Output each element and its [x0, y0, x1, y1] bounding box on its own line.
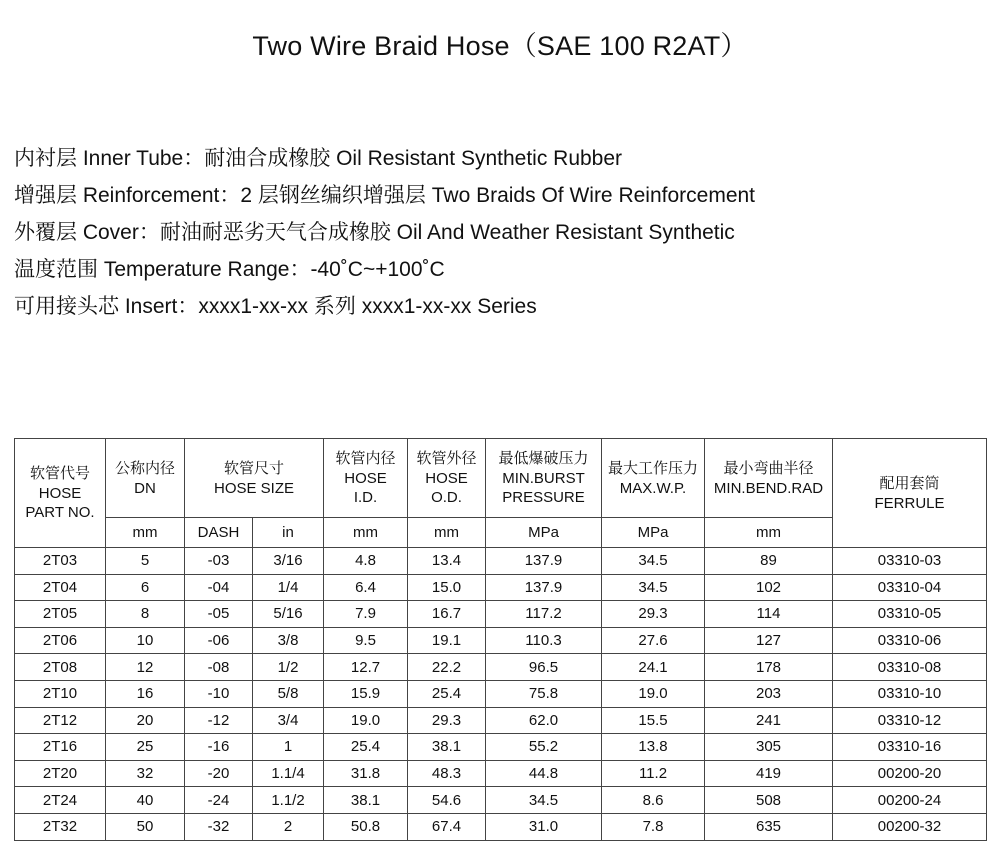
- cell-max-wp: 29.3: [602, 601, 705, 628]
- cell-hose-id: 25.4: [324, 734, 408, 761]
- spec-list: [14, 140, 994, 325]
- header-hose-od: 软管外径 HOSE O.D.: [408, 439, 486, 518]
- cell-ferrule: 00200-20: [833, 760, 987, 787]
- cell-min-burst: 75.8: [486, 680, 602, 707]
- cell-min-burst: 117.2: [486, 601, 602, 628]
- header-min-burst-pressure: 最低爆破压力 MIN.BURST PRESSURE: [486, 439, 602, 518]
- table-row: [15, 707, 987, 734]
- cell-min-bend-rad: 114: [705, 601, 833, 628]
- table-row: [15, 654, 987, 681]
- cell-dash: -16: [185, 734, 253, 761]
- unit-bend: mm: [705, 518, 833, 548]
- cell-hose-od: 19.1: [408, 627, 486, 654]
- cell-max-wp: 7.8: [602, 813, 705, 840]
- cell-hose-part-no: 2T24: [15, 787, 106, 814]
- header-hose-id: 软管内径 HOSE I.D.: [324, 439, 408, 518]
- cell-ferrule: 03310-06: [833, 627, 987, 654]
- cell-ferrule: 00200-32: [833, 813, 987, 840]
- unit-dn: mm: [106, 518, 185, 548]
- cell-ferrule: 03310-08: [833, 654, 987, 681]
- cell-min-bend-rad: 102: [705, 574, 833, 601]
- cell-ferrule: 03310-05: [833, 601, 987, 628]
- cell-dash: -03: [185, 548, 253, 575]
- page-title: Two Wire Braid Hose（SAE 100 R2AT）: [252, 31, 748, 61]
- cell-inch: 2: [253, 813, 324, 840]
- cell-dash: -20: [185, 760, 253, 787]
- cell-hose-od: 15.0: [408, 574, 486, 601]
- cell-min-bend-rad: 305: [705, 734, 833, 761]
- cell-hose-part-no: 2T05: [15, 601, 106, 628]
- cell-dash: -05: [185, 601, 253, 628]
- cell-ferrule: 03310-10: [833, 680, 987, 707]
- cell-inch: 3/8: [253, 627, 324, 654]
- cell-hose-part-no: 2T10: [15, 680, 106, 707]
- cell-dn: 12: [106, 654, 185, 681]
- cell-hose-id: 19.0: [324, 707, 408, 734]
- cell-inch: 1/4: [253, 574, 324, 601]
- table-row: [15, 760, 987, 787]
- cell-min-burst: 110.3: [486, 627, 602, 654]
- cell-max-wp: 15.5: [602, 707, 705, 734]
- cell-inch: 3/4: [253, 707, 324, 734]
- cell-dn: 6: [106, 574, 185, 601]
- cell-dn: 8: [106, 601, 185, 628]
- cell-min-bend-rad: 203: [705, 680, 833, 707]
- cell-dn: 5: [106, 548, 185, 575]
- cell-dn: 40: [106, 787, 185, 814]
- cell-min-burst: 137.9: [486, 574, 602, 601]
- cell-hose-part-no: 2T12: [15, 707, 106, 734]
- cell-min-burst: 96.5: [486, 654, 602, 681]
- cell-ferrule: 00200-24: [833, 787, 987, 814]
- spec-temperature-range: 温度范围 Temperature Range：-40˚C~+100˚C: [14, 258, 445, 281]
- cell-hose-id: 9.5: [324, 627, 408, 654]
- table-row: [15, 813, 987, 840]
- spec-insert: 可用接头芯 Insert：xxxx1-xx-xx 系列 xxxx1-xx-xx Series: [14, 295, 537, 318]
- cell-dn: 32: [106, 760, 185, 787]
- cell-hose-od: 25.4: [408, 680, 486, 707]
- cell-hose-part-no: 2T32: [15, 813, 106, 840]
- cell-max-wp: 8.6: [602, 787, 705, 814]
- cell-max-wp: 34.5: [602, 548, 705, 575]
- cell-hose-part-no: 2T16: [15, 734, 106, 761]
- cell-hose-od: 22.2: [408, 654, 486, 681]
- cell-hose-od: 29.3: [408, 707, 486, 734]
- cell-min-bend-rad: 635: [705, 813, 833, 840]
- cell-dash: -10: [185, 680, 253, 707]
- unit-dash: DASH: [185, 518, 253, 548]
- header-hose-size: 软管尺寸 HOSE SIZE: [185, 439, 324, 518]
- cell-ferrule: 03310-03: [833, 548, 987, 575]
- header-max-wp: 最大工作压力 MAX.W.P.: [602, 439, 705, 518]
- cell-hose-od: 67.4: [408, 813, 486, 840]
- cell-dash: -24: [185, 787, 253, 814]
- cell-hose-part-no: 2T06: [15, 627, 106, 654]
- cell-max-wp: 13.8: [602, 734, 705, 761]
- spec-reinforcement: 增强层 Reinforcement：2 层钢丝编织增强层 Two Braids Of Wire Reinforcement: [14, 184, 756, 207]
- cell-inch: 1.1/2: [253, 787, 324, 814]
- header-dn: 公称内径 DN: [106, 439, 185, 518]
- cell-min-burst: 44.8: [486, 760, 602, 787]
- cell-dn: 16: [106, 680, 185, 707]
- unit-id: mm: [324, 518, 408, 548]
- cell-hose-id: 4.8: [324, 548, 408, 575]
- cell-hose-od: 48.3: [408, 760, 486, 787]
- cell-inch: 1/2: [253, 654, 324, 681]
- cell-max-wp: 19.0: [602, 680, 705, 707]
- unit-inch: in: [253, 518, 324, 548]
- table-row: [15, 680, 987, 707]
- cell-hose-id: 38.1: [324, 787, 408, 814]
- cell-min-burst: 34.5: [486, 787, 602, 814]
- cell-max-wp: 34.5: [602, 574, 705, 601]
- cell-hose-od: 13.4: [408, 548, 486, 575]
- cell-dn: 25: [106, 734, 185, 761]
- cell-max-wp: 11.2: [602, 760, 705, 787]
- cell-inch: 3/16: [253, 548, 324, 575]
- cell-hose-part-no: 2T03: [15, 548, 106, 575]
- cell-ferrule: 03310-04: [833, 574, 987, 601]
- cell-hose-part-no: 2T20: [15, 760, 106, 787]
- cell-hose-part-no: 2T08: [15, 654, 106, 681]
- cell-dash: -32: [185, 813, 253, 840]
- unit-od: mm: [408, 518, 486, 548]
- cell-min-bend-rad: 508: [705, 787, 833, 814]
- header-min-bend-rad: 最小弯曲半径 MIN.BEND.RAD: [705, 439, 833, 518]
- cell-hose-id: 15.9: [324, 680, 408, 707]
- cell-inch: 1: [253, 734, 324, 761]
- cell-min-bend-rad: 89: [705, 548, 833, 575]
- cell-hose-id: 12.7: [324, 654, 408, 681]
- cell-dash: -12: [185, 707, 253, 734]
- table-row: [15, 574, 987, 601]
- cell-min-burst: 62.0: [486, 707, 602, 734]
- cell-ferrule: 03310-16: [833, 734, 987, 761]
- cell-dash: -04: [185, 574, 253, 601]
- spec-cover: 外覆层 Cover：耐油耐恶劣天气合成橡胶 Oil And Weather Resistant Synthetic: [14, 221, 735, 244]
- unit-burst: MPa: [486, 518, 602, 548]
- cell-min-bend-rad: 241: [705, 707, 833, 734]
- cell-hose-id: 7.9: [324, 601, 408, 628]
- table-row: [15, 601, 987, 628]
- cell-hose-id: 31.8: [324, 760, 408, 787]
- cell-hose-id: 6.4: [324, 574, 408, 601]
- table-row: [15, 734, 987, 761]
- table-row: [15, 548, 987, 575]
- cell-hose-id: 50.8: [324, 813, 408, 840]
- cell-min-bend-rad: 178: [705, 654, 833, 681]
- cell-min-bend-rad: 419: [705, 760, 833, 787]
- cell-dn: 10: [106, 627, 185, 654]
- cell-hose-od: 54.6: [408, 787, 486, 814]
- spec-inner-tube: 内衬层 Inner Tube：耐油合成橡胶 Oil Resistant Synthetic Rubber: [14, 147, 623, 170]
- cell-ferrule: 03310-12: [833, 707, 987, 734]
- table-row: [15, 627, 987, 654]
- cell-max-wp: 24.1: [602, 654, 705, 681]
- cell-min-burst: 55.2: [486, 734, 602, 761]
- cell-inch: 5/8: [253, 680, 324, 707]
- cell-dn: 50: [106, 813, 185, 840]
- table-row: [15, 787, 987, 814]
- cell-dash: -06: [185, 627, 253, 654]
- cell-hose-od: 38.1: [408, 734, 486, 761]
- cell-min-bend-rad: 127: [705, 627, 833, 654]
- hose-spec-table: [14, 438, 987, 841]
- cell-hose-od: 16.7: [408, 601, 486, 628]
- cell-hose-part-no: 2T04: [15, 574, 106, 601]
- cell-min-burst: 137.9: [486, 548, 602, 575]
- cell-inch: 5/16: [253, 601, 324, 628]
- table-body: [15, 548, 987, 841]
- cell-inch: 1.1/4: [253, 760, 324, 787]
- header-hose-part-no: 软管代号 HOSE PART NO.: [15, 439, 106, 548]
- cell-dash: -08: [185, 654, 253, 681]
- header-ferrule: 配用套筒 FERRULE: [833, 439, 987, 548]
- cell-min-burst: 31.0: [486, 813, 602, 840]
- cell-dn: 20: [106, 707, 185, 734]
- unit-wp: MPa: [602, 518, 705, 548]
- cell-max-wp: 27.6: [602, 627, 705, 654]
